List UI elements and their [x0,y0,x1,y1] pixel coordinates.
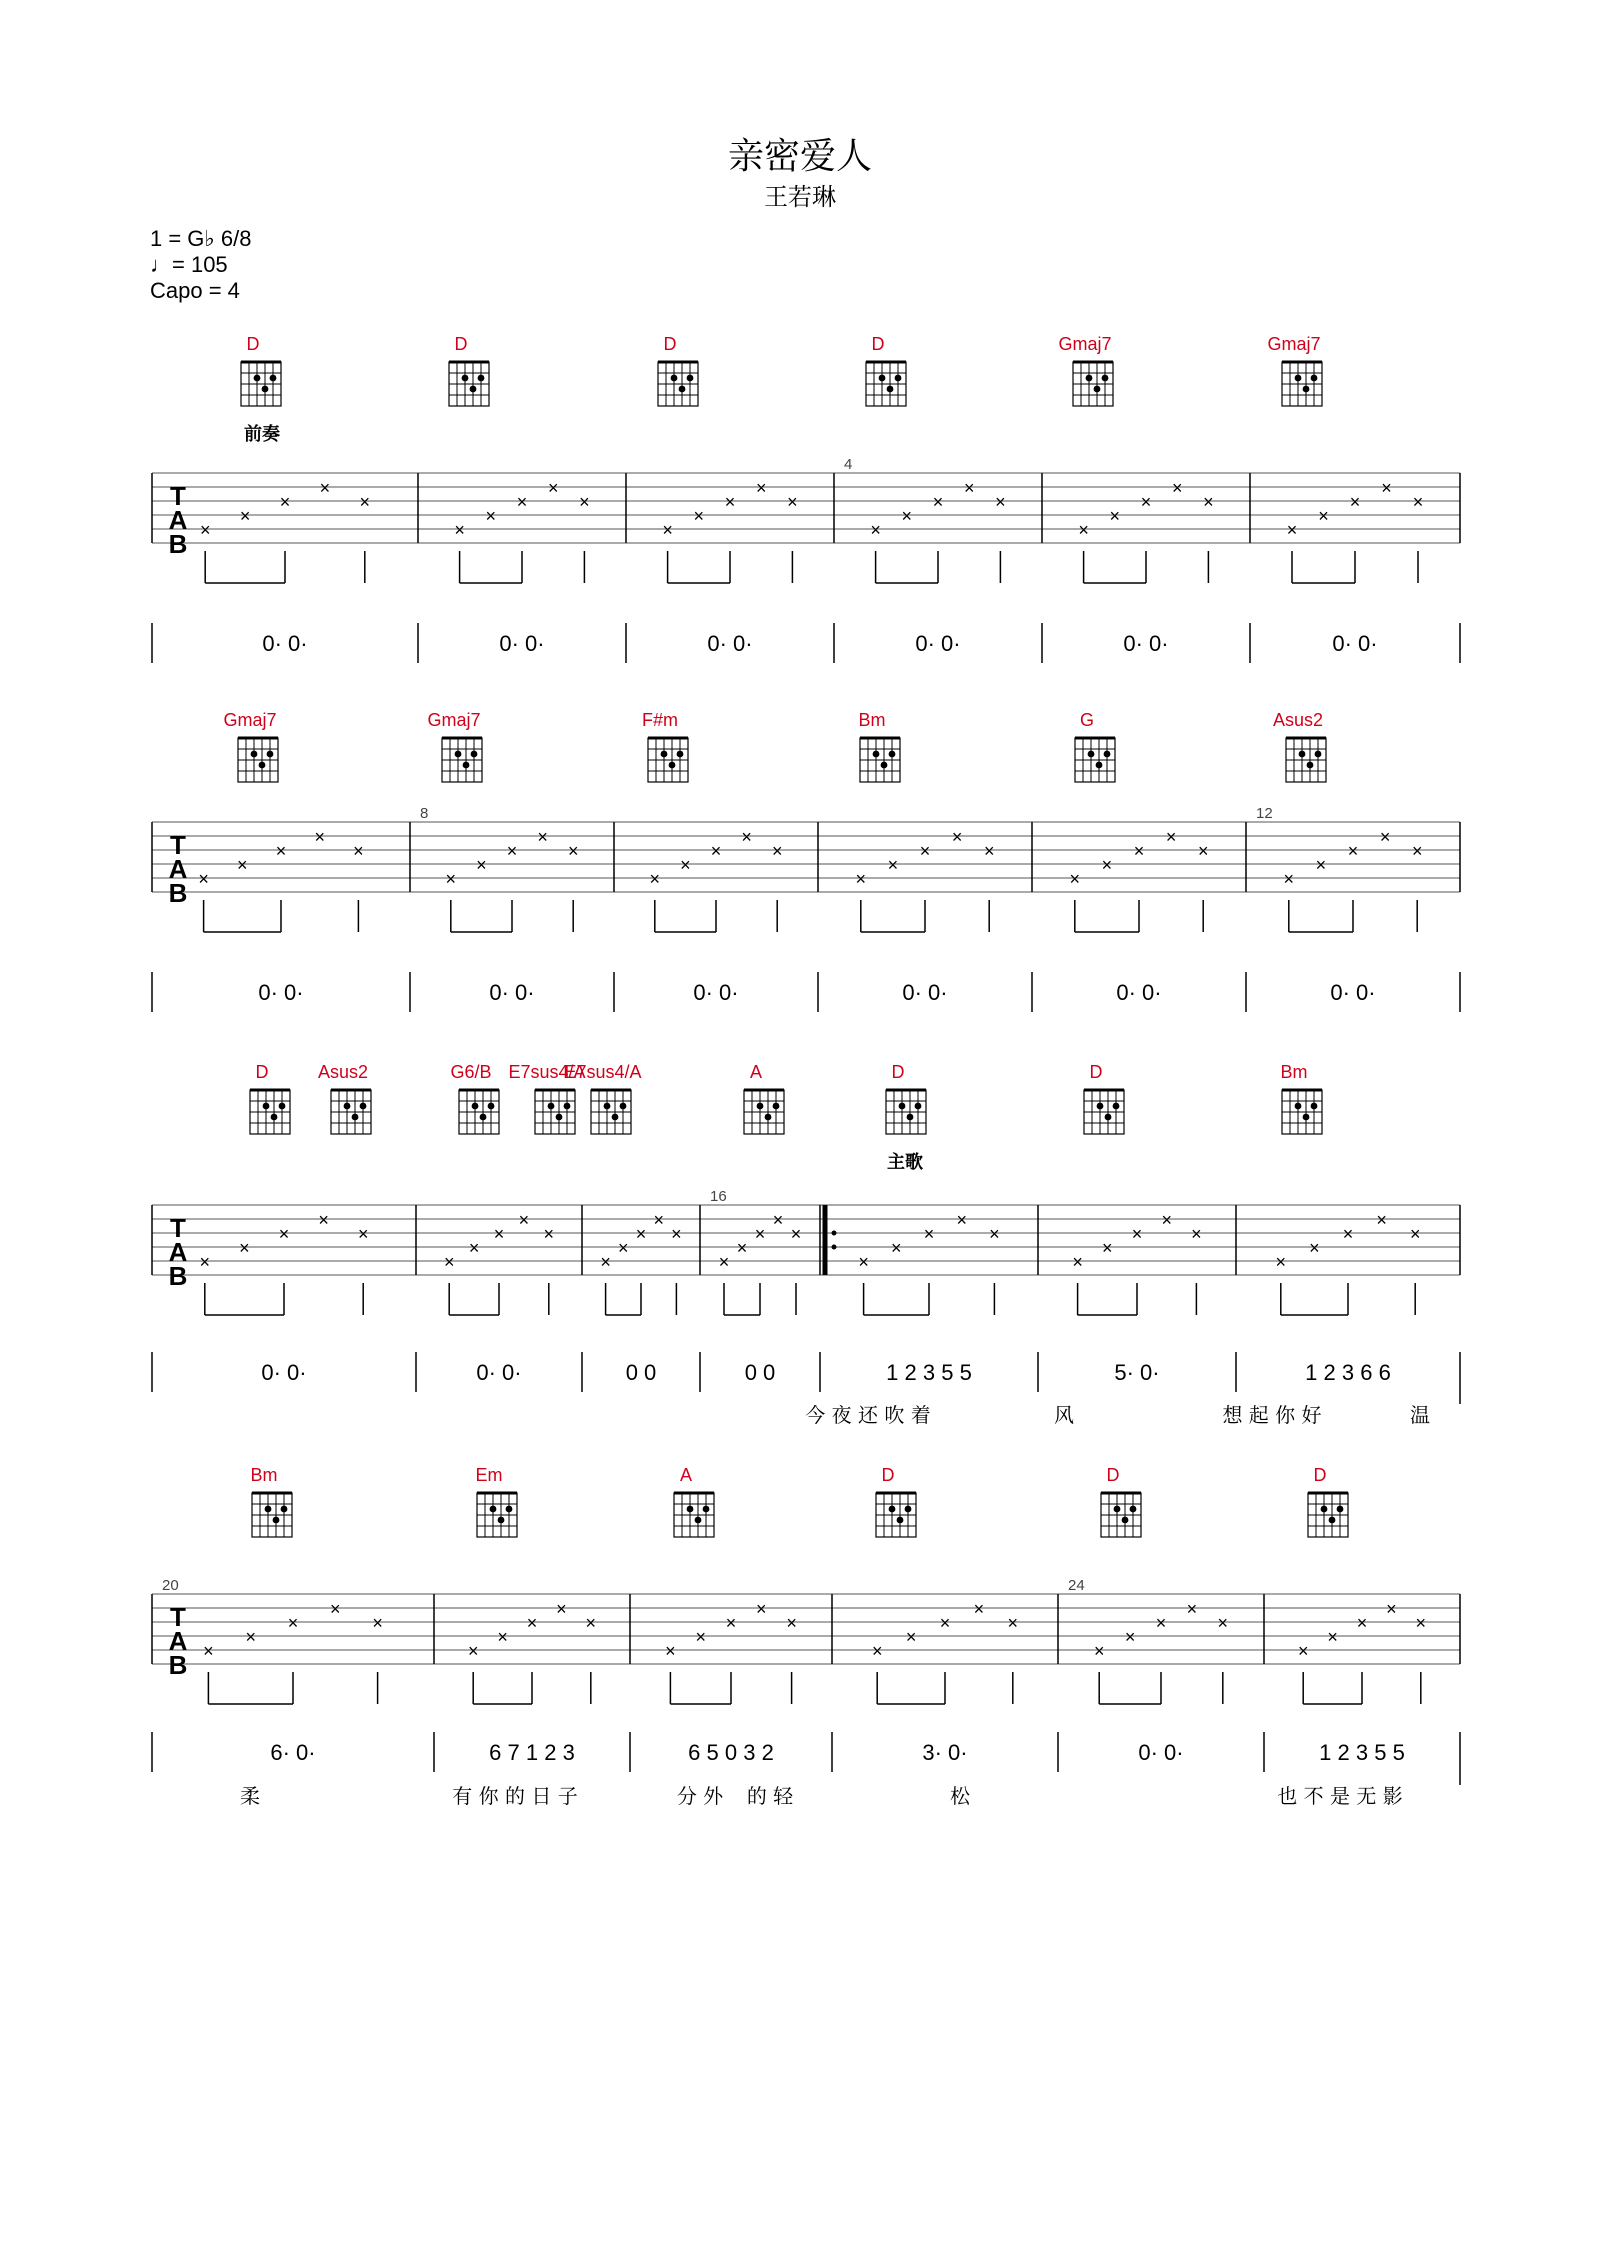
chord-diagram-finger-dot [490,1506,497,1513]
tab-note-x: × [1133,841,1145,861]
chord-diagram-finger-dot [281,1506,288,1513]
tab-note-x: × [199,1252,211,1272]
tab-note-x: × [199,520,211,540]
tab-note-x: × [870,520,881,540]
tab-note-x: × [567,841,579,861]
tab-note-x: × [995,492,1006,512]
jianpu-notation: 1 2 3 5 5 [886,1360,972,1385]
chord-diagram-finger-dot [263,1103,270,1110]
chord-diagram-finger-dot [1303,1114,1310,1121]
chord-diagram-finger-dot [879,375,886,382]
chord-name: D [255,1062,269,1082]
tab-note-x: × [983,841,995,861]
jianpu-notation: 1 2 3 6 6 [1305,1360,1391,1385]
tab-note-x: × [756,1599,767,1619]
chord-diagram-finger-dot [254,375,261,382]
lyric-text: 松 [950,1784,970,1808]
jianpu-notation: 6 5 0 3 2 [688,1740,774,1765]
jianpu-notation: 0· 0· [1330,980,1376,1005]
chord-diagram-finger-dot [897,1517,904,1524]
chord-name: D [891,1062,905,1082]
chord-diagram-finger-dot [1113,1103,1120,1110]
chord-diagram-finger-dot [498,1517,505,1524]
tab-note-x: × [1072,1252,1083,1272]
chord-diagram-finger-dot [271,1114,278,1121]
tab-note-x: × [649,869,661,889]
chord-diagram-finger-dot [259,762,266,769]
song-title: 亲密爱人 [727,136,872,177]
tab-note-x: × [1131,1224,1143,1244]
chord-diagram-finger-dot [478,375,485,382]
chord-diagram-finger-dot [703,1506,710,1513]
jianpu-notation: 6 7 1 2 3 [489,1740,575,1765]
chord-diagram-finger-dot [548,1103,555,1110]
chord-diagram-finger-dot [915,1103,922,1110]
chord-diagram-finger-dot [1097,1103,1104,1110]
chord-diagram-finger-dot [1295,375,1302,382]
tab-note-x: × [939,1613,951,1633]
chord-diagram-finger-dot [1114,1506,1121,1513]
tab-note-x: × [741,827,752,847]
tab-note-x: × [724,492,736,512]
chord-diagram-finger-dot [1088,751,1095,758]
jianpu-notation: 0· 0· [476,1360,522,1385]
tab-note-x: × [693,506,705,526]
jianpu-notation: 0 0 [744,1360,776,1385]
tab-note-x: × [1109,506,1121,526]
tab-note-x: × [653,1210,664,1230]
tab-note-x: × [237,855,248,875]
tab-note-x: × [579,492,590,512]
chord-diagram-finger-dot [470,386,477,393]
tab-note-x: × [662,520,673,540]
chord-diagram-finger-dot [480,1114,487,1121]
jianpu-notation: 0· 0· [915,631,961,656]
chord-diagram-finger-dot [1321,1506,1328,1513]
measure-number: 20 [162,1577,179,1594]
tab-note-x: × [771,841,783,861]
chord-diagram-finger-dot [267,751,274,758]
tab-note-x: × [1078,520,1089,540]
tab-note-x: × [239,1238,250,1258]
tab-clef: B [168,878,188,908]
tab-note-x: × [1171,478,1183,498]
repeat-dot [832,1231,837,1236]
chord-diagram-finger-dot [279,1103,286,1110]
chord-diagram-finger-dot [907,1114,914,1121]
tab-note-x: × [1342,1224,1354,1244]
chord-diagram-finger-dot [765,1114,772,1121]
tab-note-x: × [1315,855,1327,875]
jianpu-notation: 5· 0· [1114,1360,1160,1385]
chord-diagram-finger-dot [612,1114,619,1121]
measure-number: 16 [710,1188,727,1205]
measure-number: 24 [1068,1577,1085,1594]
tab-note-x: × [468,1238,480,1258]
chord-name: Asus2 [1272,710,1324,730]
chord-diagram-finger-dot [1130,1506,1137,1513]
chord-diagram-finger-dot [556,1114,563,1121]
tab-note-x: × [1376,1210,1387,1230]
tab-note-x: × [951,827,963,847]
tab-clef: T [170,481,186,511]
tab-note-x: × [278,1224,290,1244]
tab-clef: B [168,1650,188,1680]
tab-note-x: × [1275,1252,1287,1272]
tab-clef: B [168,529,188,559]
tab-note-x: × [1161,1210,1172,1230]
chord-name: D [663,334,677,354]
measure-number: 12 [1256,805,1273,822]
tab-note-x: × [787,492,798,512]
chord-diagram-finger-dot [889,751,896,758]
tab-note-x: × [1124,1627,1136,1647]
jianpu-notation: 0· 0· [902,980,948,1005]
tab-note-x: × [855,869,867,889]
chord-diagram-finger-dot [1303,386,1310,393]
chord-name: Gmaj7 [427,710,481,730]
chord-name: D [246,334,260,354]
tab-note-x: × [239,506,251,526]
tab-note-x: × [1069,869,1081,889]
chord-diagram-finger-dot [679,386,686,393]
chord-diagram-finger-dot [669,762,676,769]
tab-note-x: × [275,841,287,861]
tab-note-x: × [319,478,331,498]
tab-clef: A [168,505,188,535]
chord-name: Bm [250,1465,278,1485]
section-label: 主歌 [887,1152,923,1173]
chord-diagram-finger-dot [1122,1517,1129,1524]
tab-note-x: × [279,492,291,512]
measure-number: 8 [420,805,429,822]
jianpu-notation: 0 0 [625,1360,657,1385]
tab-note-x: × [786,1613,797,1633]
tab-note-x: × [1412,492,1424,512]
jianpu-notation: 0· 0· [499,631,545,656]
jianpu-notation: 0· 0· [1138,1740,1184,1765]
chord-diagram-finger-dot [1096,762,1103,769]
chord-diagram-finger-dot [661,751,668,758]
chord-name: Gmaj7 [223,710,277,730]
lyric-text: 想 起 你 好 [1222,1403,1322,1427]
tab-note-x: × [887,855,899,875]
chord-diagram-finger-dot [1094,386,1101,393]
tab-clef: A [168,854,188,884]
tab-note-x: × [1356,1613,1368,1633]
lyric-text: 有 你 的 日 子 [452,1784,578,1808]
jianpu-notation: 1 2 3 5 5 [1319,1740,1405,1765]
tab-note-x: × [1411,841,1423,861]
tab-clef: T [170,830,186,860]
jianpu-notation: 0· 0· [1332,631,1378,656]
tab-clef: A [168,1237,188,1267]
chord-diagram-finger-dot [1295,1103,1302,1110]
chord-name: Bm [858,710,886,730]
tab-note-x: × [754,1224,766,1244]
tab-note-x: × [1283,869,1295,889]
tab-note-x: × [493,1224,505,1244]
tab-note-x: × [1197,841,1209,861]
chord-diagram-finger-dot [564,1103,571,1110]
chord-diagram-finger-dot [889,1506,896,1513]
tab-note-x: × [901,506,913,526]
chord-name: G [1079,710,1095,730]
tab-note-x: × [526,1613,538,1633]
chord-name: A [749,1062,763,1082]
chord-name: D [1106,1465,1120,1485]
chord-diagram-finger-dot [506,1506,513,1513]
chord-diagram-finger-dot [671,375,678,382]
tab-note-x: × [1007,1613,1019,1633]
jianpu-notation: 0· 0· [489,980,535,1005]
tab-note-x: × [1286,520,1298,540]
lyric-text: 分 外 [676,1784,724,1808]
chord-name: Gmaj7 [1267,334,1321,354]
tab-note-x: × [989,1224,1000,1244]
repeat-dot [832,1245,837,1250]
tab-note-x: × [871,1641,883,1661]
tab-note-x: × [956,1210,967,1230]
tab-note-x: × [618,1238,629,1258]
tab-note-x: × [736,1238,748,1258]
tab-note-x: × [1347,841,1359,861]
chord-diagram-finger-dot [1299,751,1306,758]
chord-diagram-finger-dot [604,1103,611,1110]
tab-note-x: × [330,1599,341,1619]
chord-diagram-finger-dot [270,375,277,382]
tab-note-x: × [485,506,497,526]
jianpu-notation: 0· 0· [1116,980,1162,1005]
chord-diagram-finger-dot [352,1114,359,1121]
chord-diagram-finger-dot [873,751,880,758]
tab-note-x: × [1386,1599,1397,1619]
chord-name: E7sus4/A [564,1062,642,1082]
chord-diagram-finger-dot [1102,375,1109,382]
tab-note-x: × [891,1238,902,1258]
chord-name: F#m [642,710,678,730]
chord-diagram-finger-dot [1307,762,1314,769]
tab-note-x: × [1101,855,1113,875]
chord-diagram-finger-dot [687,1506,694,1513]
tab-note-x: × [932,492,944,512]
lyric-text: 也 不 是 无 影 [1277,1784,1403,1808]
tab-note-x: × [1381,478,1392,498]
tab-note-x: × [1186,1599,1198,1619]
chord-name: Bm [1280,1062,1308,1082]
chord-name: D [454,334,468,354]
tab-note-x: × [556,1599,567,1619]
chord-diagram-finger-dot [463,762,470,769]
chord-name: Em [475,1465,503,1485]
tab-note-x: × [665,1641,676,1661]
chord-name: D [1089,1062,1103,1082]
tab-note-x: × [314,827,325,847]
chord-diagram-finger-dot [273,1517,280,1524]
tab-note-x: × [445,869,457,889]
tab-note-x: × [1409,1224,1421,1244]
tab-note-x: × [353,841,364,861]
tab-note-x: × [203,1641,214,1661]
tab-note-x: × [919,841,931,861]
lyric-text: 温 [1410,1403,1430,1427]
jianpu-notation: 3· 0· [922,1740,968,1765]
chord-diagram-finger-dot [488,1103,495,1110]
tab-note-x: × [547,478,559,498]
chord-diagram-finger-dot [773,1103,780,1110]
tab-note-x: × [1349,492,1361,512]
tempo-marking: ♩= 105 [150,252,228,277]
tab-note-x: × [1191,1224,1202,1244]
tab-note-x: × [1415,1613,1427,1633]
chord-name: D [871,334,885,354]
chord-name: A [679,1465,693,1485]
tab-note-x: × [443,1252,455,1272]
tab-clef: T [170,1213,186,1243]
section-label: 前奏 [244,424,280,445]
chord-diagram-finger-dot [687,375,694,382]
chord-diagram-finger-dot [1311,1103,1318,1110]
tab-clef: A [168,1626,188,1656]
tab-note-x: × [755,478,767,498]
tab-clef: T [170,1602,186,1632]
chord-diagram-finger-dot [1311,375,1318,382]
chord-diagram-finger-dot [1104,751,1111,758]
chord-diagram-finger-dot [620,1103,627,1110]
tab-note-x: × [359,492,371,512]
tab-note-x: × [963,478,975,498]
tab-note-x: × [476,855,487,875]
tab-note-x: × [923,1224,935,1244]
tab-note-x: × [357,1224,369,1244]
tab-note-x: × [318,1210,329,1230]
tab-note-x: × [1318,506,1329,526]
tab-note-x: × [467,1641,479,1661]
jianpu-notation: 0· 0· [1123,631,1169,656]
chord-diagram-finger-dot [1315,751,1322,758]
tab-note-x: × [1379,827,1391,847]
tab-note-x: × [725,1613,737,1633]
chord-diagram-finger-dot [899,1103,906,1110]
chord-diagram-finger-dot [887,386,894,393]
tab-note-x: × [1327,1627,1338,1647]
tab-note-x: × [454,520,465,540]
tab-note-x: × [1155,1613,1167,1633]
tab-note-x: × [1203,492,1214,512]
tab-note-x: × [1309,1238,1320,1258]
chord-diagram-finger-dot [1329,1517,1336,1524]
tab-note-x: × [287,1613,299,1633]
tab-note-x: × [905,1627,917,1647]
tab-note-x: × [1140,492,1152,512]
tab-note-x: × [600,1252,611,1272]
chord-diagram-finger-dot [471,751,478,758]
lyric-text: 风 [1054,1403,1074,1427]
tab-clef: B [168,1261,188,1291]
tab-note-x: × [772,1210,784,1230]
tab-note-x: × [718,1252,730,1272]
jianpu-notation: 0· 0· [261,1360,307,1385]
chord-diagram-finger-dot [455,751,462,758]
tab-note-x: × [585,1613,597,1633]
chord-name: Gmaj7 [1058,334,1112,354]
jianpu-notation: 6· 0· [270,1740,316,1765]
jianpu-notation: 0· 0· [707,631,753,656]
chord-name: D [881,1465,895,1485]
chord-name: D [1313,1465,1327,1485]
chord-diagram-finger-dot [695,1517,702,1524]
chord-diagram-finger-dot [881,762,888,769]
capo-marking: Capo = 4 [150,278,240,303]
chord-diagram-finger-dot [677,751,684,758]
song-artist: 王若琳 [764,183,836,211]
tab-note-x: × [1102,1238,1113,1258]
tab-note-x: × [635,1224,647,1244]
tab-note-x: × [973,1599,985,1619]
tab-note-x: × [543,1224,555,1244]
chord-diagram-finger-dot [905,1506,912,1513]
lyric-text: 今 夜 还 吹 着 [805,1403,931,1427]
chord-diagram-finger-dot [262,386,269,393]
tab-note-x: × [680,855,691,875]
tab-note-x: × [537,827,548,847]
tab-note-x: × [1217,1613,1229,1633]
tab-note-x: × [695,1627,706,1647]
tab-note-x: × [1297,1641,1309,1661]
jianpu-notation: 0· 0· [258,980,304,1005]
chord-name: E7sus4/A [508,1062,586,1082]
tab-note-x: × [518,1210,530,1230]
tab-note-x: × [245,1627,256,1647]
chord-name: Asus2 [317,1062,369,1082]
tab-note-x: × [516,492,528,512]
tab-note-x: × [1165,827,1177,847]
tab-note-x: × [790,1224,802,1244]
lyric-text: 柔 [240,1784,260,1808]
tab-note-x: × [198,869,209,889]
tab-note-x: × [671,1224,682,1244]
tab-note-x: × [497,1627,508,1647]
chord-name: G6/B [450,1062,492,1082]
tab-note-x: × [710,841,722,861]
chord-diagram-finger-dot [251,751,258,758]
chord-diagram-finger-dot [265,1506,272,1513]
chord-diagram-finger-dot [1105,1114,1112,1121]
jianpu-notation: 0· 0· [262,631,308,656]
chord-diagram-finger-dot [1337,1506,1344,1513]
jianpu-notation: 0· 0· [693,980,739,1005]
chord-diagram-finger-dot [757,1103,764,1110]
tab-note-x: × [1093,1641,1105,1661]
tab-note-x: × [372,1613,383,1633]
key-signature: 1 = G♭ 6/8 [150,226,252,251]
chord-diagram-finger-dot [1086,375,1093,382]
measure-number: 4 [844,456,853,473]
chord-diagram-finger-dot [360,1103,367,1110]
lyric-text: 的 轻 [746,1784,794,1808]
chord-diagram-finger-dot [462,375,469,382]
chord-diagram-finger-dot [895,375,902,382]
chord-diagram-finger-dot [344,1103,351,1110]
tab-note-x: × [858,1252,869,1272]
chord-diagram-finger-dot [472,1103,479,1110]
tab-note-x: × [506,841,518,861]
